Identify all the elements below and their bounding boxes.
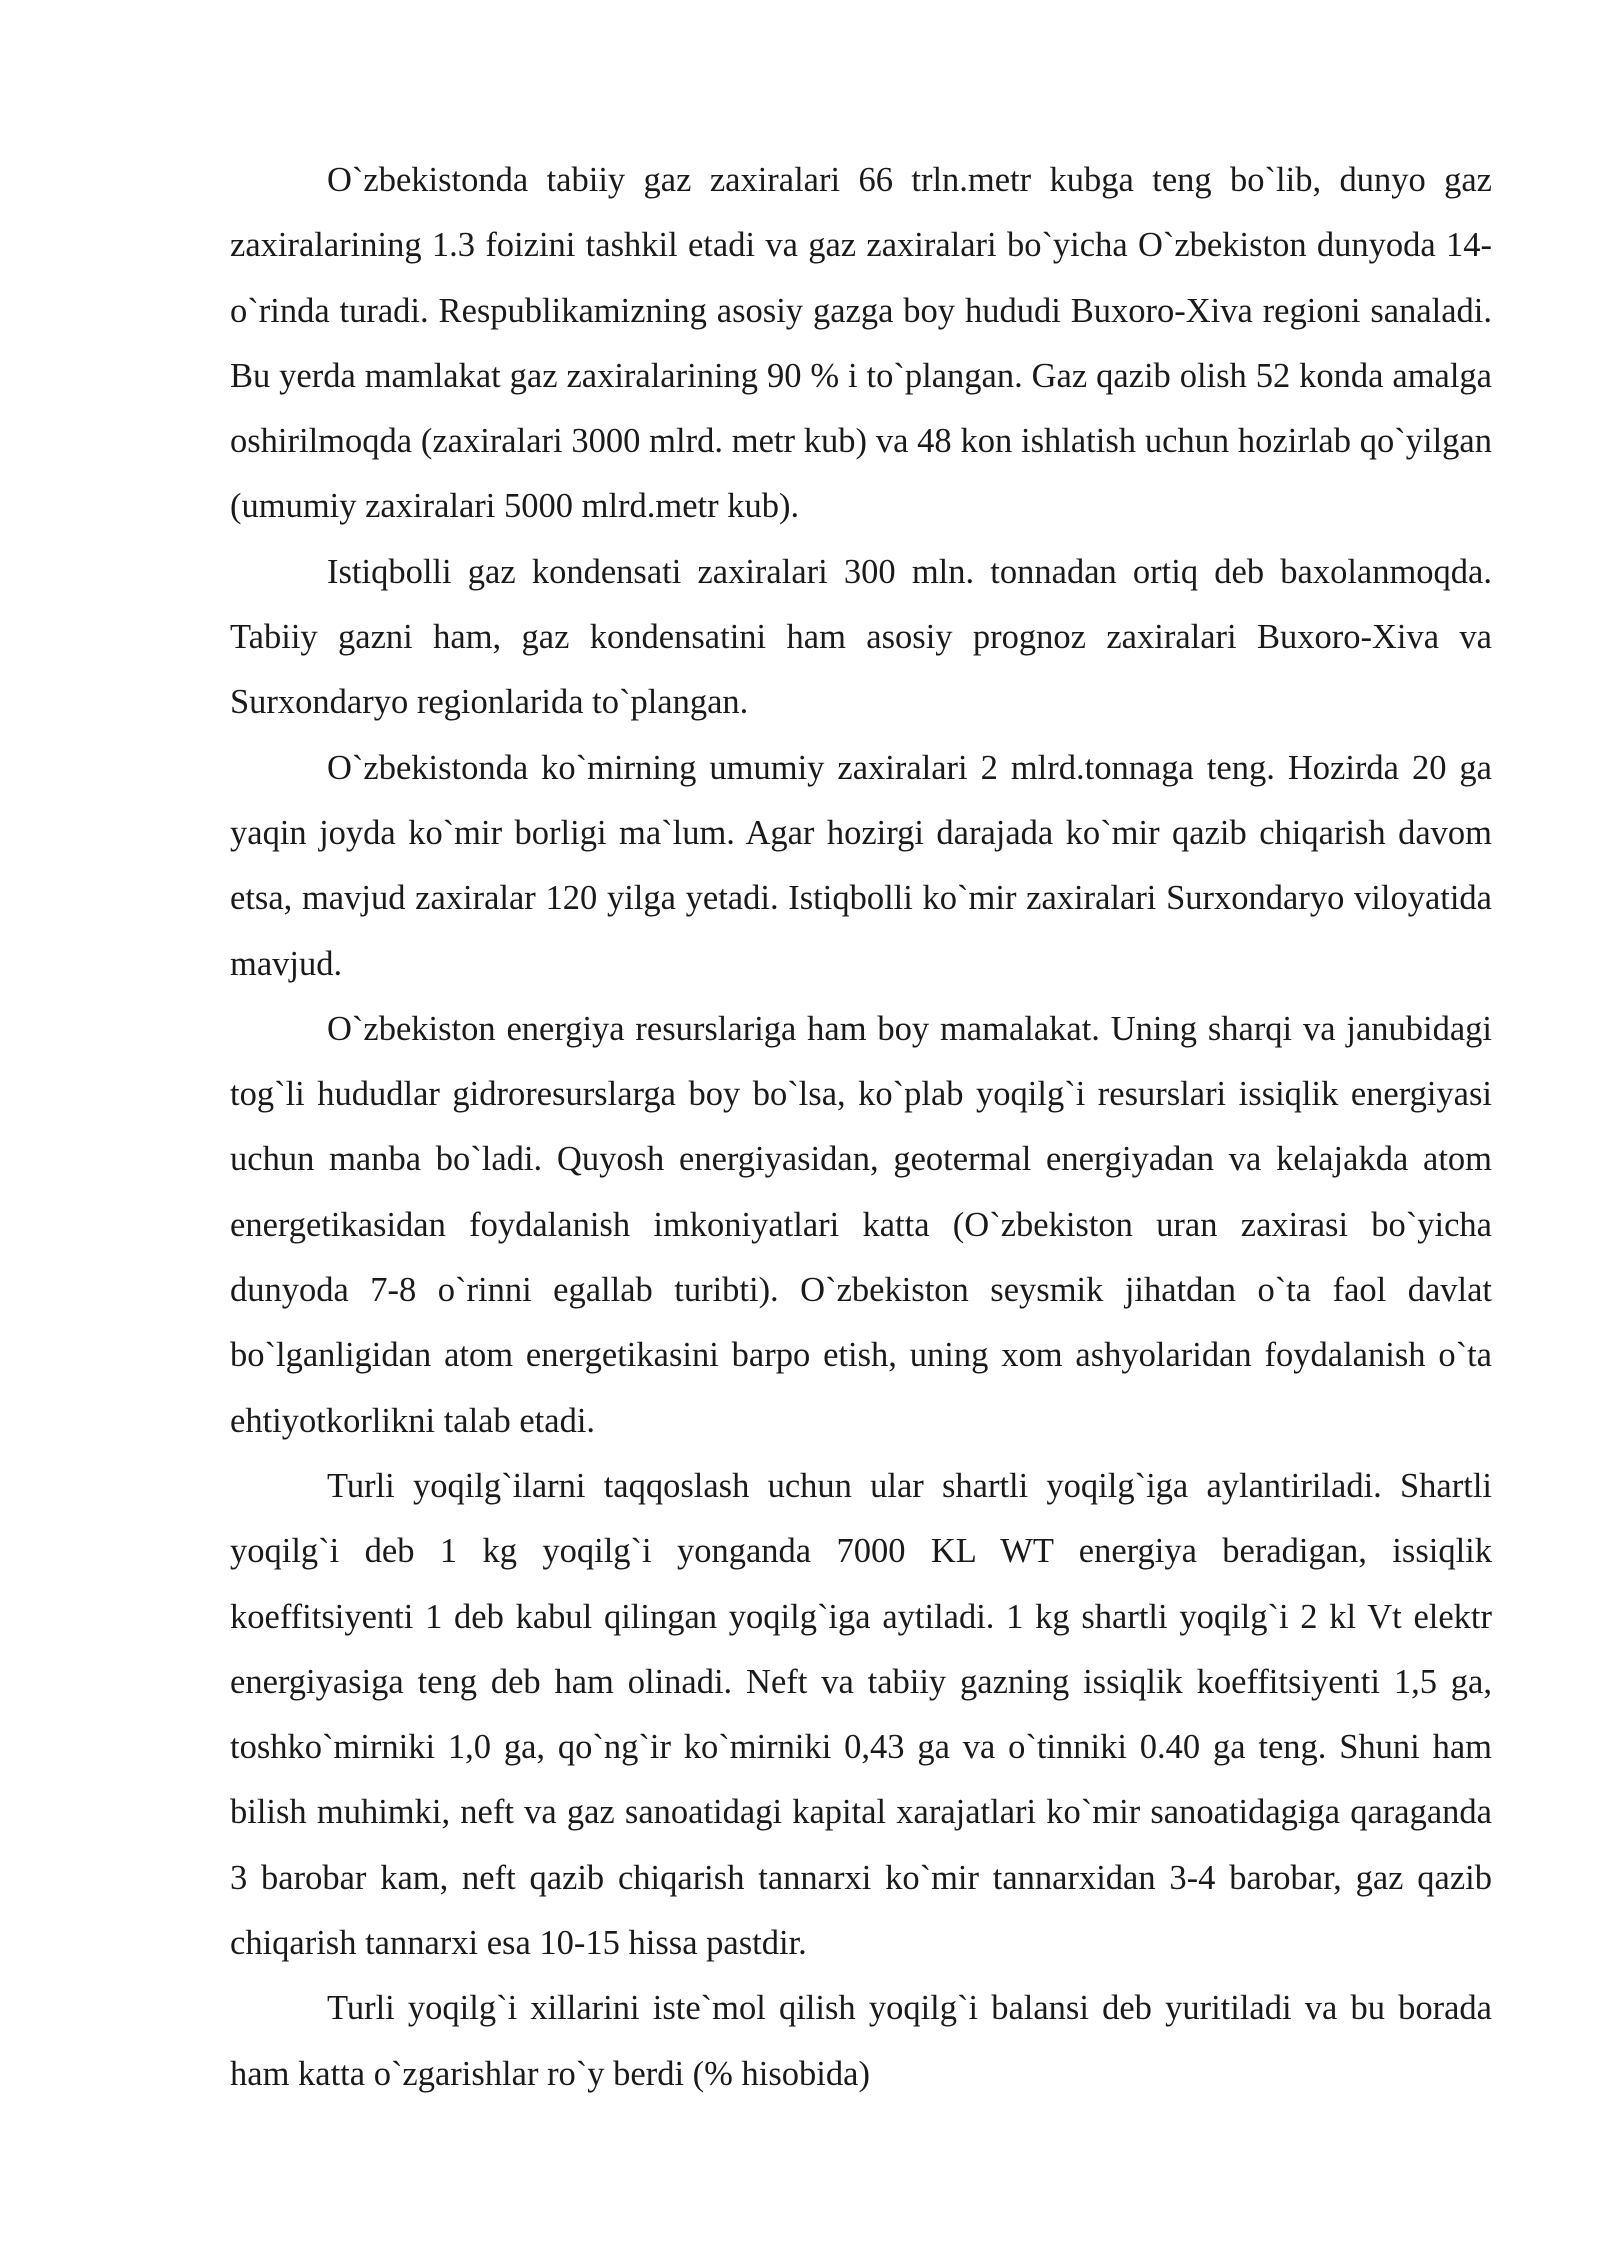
paragraph-gas-reserves: O`zbekistonda tabiiy gaz zaxiralari 66 trln.metr kubga teng bo`lib, dunyo gaz zaxiralarining 1.3 foizini tashkil etadi va gaz zaxiralari bo`yicha O`zbekiston dunyoda 14-o`rinda turadi. Respublikamizning asosiy gazga boy hududi Buxoro-Xiva regioni sanaladi. Bu yerda mamlakat gaz zaxiralarining 90 % i to`plangan. Gaz qazib olish 52 konda amalga oshirilmoqda (zaxiralari 3000 mlrd. metr kub) va 48 kon ishlatish uchun hozirlab qo`yilgan (umumiy zaxiralari 5000 mlrd.metr kub). <box>230 161 1492 526</box>
document-body <box>230 148 1492 2107</box>
paragraph-energy-resources: O`zbekiston energiya resurslariga ham boy mamalakat. Uning sharqi va janubidagi tog`li hududlar gidroresurslarga boy bo`lsa, ko`plab yoqilg`i resurslari issiqlik energiyasi uchun manba bo`ladi. Quyosh energiyasidan, geotermal energiyadan va kelajakda atom energetikasidan foydalanish imkoniyatlari katta (O`zbekiston uran zaxirasi bo`yicha dunyoda 7-8 o`rinni egallab turibti). O`zbekiston seysmik jihatdan o`ta faol davlat bo`lganligidan atom energetikasini barpo etish, uning xom ashyolaridan foydalanish o`ta ehtiyotkorlikni talab etadi. <box>230 1009 1492 1440</box>
paragraph-conventional-fuel: Turli yoqilg`ilarni taqqoslash uchun ular shartli yoqilg`iga aylantiriladi. Shartli yoqilg`i deb 1 kg yoqilg`i yonganda 7000 KL WT energiya beradigan, issiqlik koeffitsiyenti 1 deb kabul qilingan yoqilg`iga aytiladi. 1 kg shartli yoqilg`i 2 kl Vt elektr energiyasiga teng deb ham olinadi. Neft va tabiiy gazning issiqlik koeffitsiyenti 1,5 ga, toshko`mirniki 1,0 ga, qo`ng`ir ko`mirniki 0,43 ga va o`tinniki 0.40 ga teng. Shuni ham bilish muhimki, neft va gaz sanoatidagi kapital xarajatlari ko`mir sanoatidagiga qaraganda 3 barobar kam, neft qazib chiqarish tannarxi ko`mir tannarxidan 3-4 barobar, gaz qazib chiqarish tannarxi esa 10-15 hissa pastdir. <box>230 1466 1492 1963</box>
paragraph-gas-condensate: Istiqbolli gaz kondensati zaxiralari 300 mln. tonnadan ortiq deb baxolanmoqda. Tabiiy gazni ham, gaz kondensatini ham asosiy prognoz zaxiralari Buxoro-Xiva va Surxondaryo regionlarida to`plangan. <box>230 552 1492 722</box>
paragraph-fuel-balance: Turli yoqilg`i xillarini iste`mol qilish yoqilg`i balansi deb yuritiladi va bu borada ham katta o`zgarishlar ro`y berdi (% hisobida) <box>230 1989 1492 2093</box>
paragraph-coal-reserves: O`zbekistonda ko`mirning umumiy zaxiralari 2 mlrd.tonnaga teng. Hozirda 20 ga yaqin joyda ko`mir borligi ma`lum. Agar hozirgi darajada ko`mir qazib chiqarish davom etsa, mavjud zaxiralar 120 yilga yetadi. Istiqbolli ko`mir zaxiralari Surxondaryo viloyatida mavjud. <box>230 748 1492 983</box>
